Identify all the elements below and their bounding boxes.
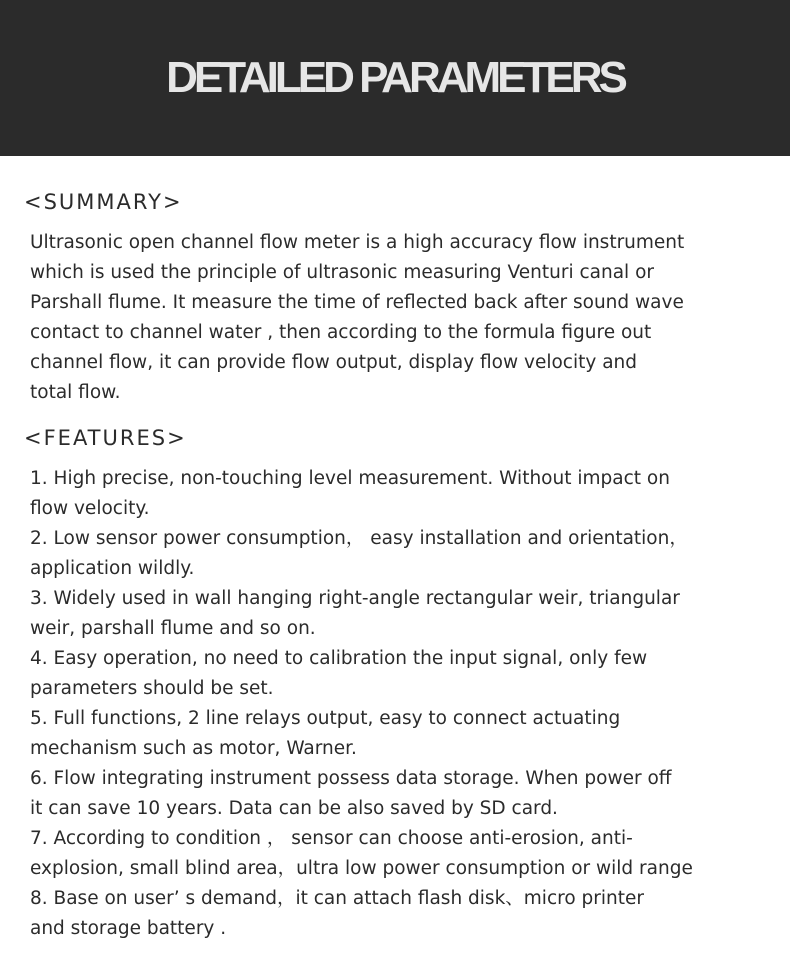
feature-item-2: 2. Low sensor power consumption， easy installation and orientation， application wildly. (30, 528, 688, 579)
feature-item-7: 7. According to condition ， sensor can choose anti-erosion, anti- explosion, small blind area，ultra low power consumption or wild range (30, 828, 693, 879)
feature-item-6: 6. Flow integrating instrument possess data storage. When power off it can save 10 years. Data can be also saved by SD card. (30, 768, 672, 819)
features-heading: <FEATURES> (24, 426, 187, 450)
content-area (0, 186, 790, 944)
feature-item-8: 8. Base on user’ s demand，it can attach flash disk、micro printer and storage battery . (30, 888, 644, 939)
feature-item-5: 5. Full functions, 2 line relays output, easy to connect actuating mechanism such as motor, Warner. (30, 708, 621, 759)
summary-heading: <SUMMARY> (24, 190, 183, 214)
feature-item-1: 1. High precise, non-touching level measurement. Without impact on flow velocity. (30, 468, 670, 519)
feature-list (30, 464, 768, 944)
summary-text: Ultrasonic open channel flow meter is a high accuracy flow instrument which is used the principle of ultrasonic measuring Venturi canal or Parshall flume. It measure the time of reflected back after sound wave contact to channel water , then according to the formula figure out channel flow, it can provide flow output, display flow velocity and total flow. (30, 232, 685, 403)
feature-item-4: 4. Easy operation, no need to calibration the input signal, only few parameters should be set. (30, 648, 648, 699)
header-banner (0, 0, 790, 156)
feature-item-3: 3. Widely used in wall hanging right-angle rectangular weir, triangular weir, parshall flume and so on. (30, 588, 680, 639)
page-title: DETAILED PARAMETERS (166, 53, 624, 102)
